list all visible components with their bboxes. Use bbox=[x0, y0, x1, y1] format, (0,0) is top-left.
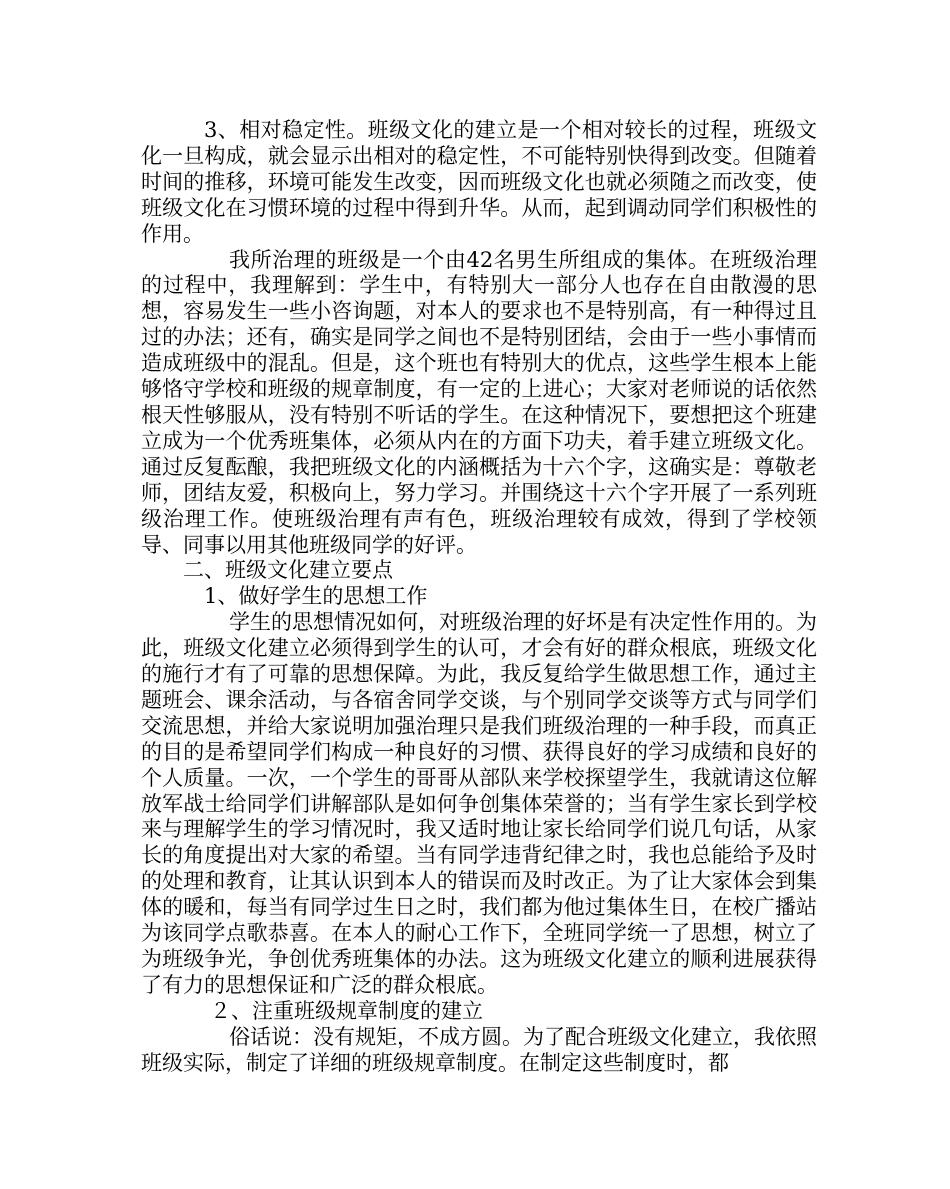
paragraph-class-rules: 俗话说：没有规矩，不成方圆。为了配合班级文化建立，我依照班级实际，制定了详细的班级规章制度。在制定这些制度时，都 bbox=[141, 1024, 817, 1075]
paragraph-class-introduction: 我所治理的班级是一个由42名男生所组成的集体。在班级治理的过程中，我理解到：学生中，有特别大一部分人也存在自由散漫的思想，容易发生一些小咨询题，对本人的要求也不是特别高，有一种得过且过的办法；还有，确实是同学之间也不是特别团结，会由于一些小事情而造成班级中的混乱。但是，这个班也有特别大的优点，这些学生根本上能够恪守学校和班级的规章制度，有一定的上进心；大家对老师说的话依然根天性够服从，没有特别不听话的学生。在这种情况下，要想把这个班建立成为一个优秀班集体，必须从内在的方面下功夫，着手建立班级文化。通过反复酝酿，我把班级文化的内涵概括为十六个字，这确实是：尊敬老师，团结友爱，积极向上，努力学习。并围绕这十六个字开展了一系列班级治理工作。使班级治理有声有色，班级治理较有成效，得到了学校领导、同事以用其他班级同学的好评。 bbox=[141, 247, 817, 557]
paragraph-ideological-work: 学生的思想情况如何，对班级治理的好坏是有决定性作用的。为此，班级文化建立必须得到学生的认可，才会有好的群众根底，班级文化的施行才有了可靠的思想保障。为此，我反复给学生做思想工作，通过主题班会、课余活动，与各宿舍同学交谈，与个别同学交谈等方式与同学们交流思想，并给大家说明加强治理只是我们班级治理的一种手段，而真正的目的是希望同学们构成一种良好的习惯、获得良好的学习成绩和良好的个人质量。一次，一个学生的哥哥从部队来学校探望学生，我就请这位解放军战士给同学们讲解部队是如何争创集体荣誉的；当有学生家长到学校来与理解学生的学习情况时，我又适时地让家长给同学们说几句话，从家长的角度提出对大家的希望。当有同学违背纪律之时，我也总能给予及时的处理和教育，让其认识到本人的错误而及时改正。为了让大家体会到集体的暖和，每当有同学过生日之时，我们都为他过集体生日，在校广播站为该同学点歌恭喜。在本人的耐心工作下，全班同学统一了思想，树立了为班级争光，争创优秀班集体的办法。这为班级文化建立的顺利进展获得了有力的思想保证和广泛的群众根底。 bbox=[141, 610, 817, 997]
subheading-ideological-work: 1、做好学生的思想工作 bbox=[204, 584, 428, 609]
subheading-class-rules: ２、注重班级规章制度的建立 bbox=[210, 998, 483, 1023]
paragraph-relative-stability: 3、相对稳定性。班级文化的建立是一个相对较长的过程，班级文化一旦构成，就会显示出相对的稳定性，不可能特别快得到改变。但随着时间的推移，环境可能发生改变，因而班级文化也就必须随之而改变，使班级文化在习惯环境的过程中得到升华。从而，起到调动同学们积极性的作用。 bbox=[141, 118, 817, 246]
document-page bbox=[141, 118, 817, 1077]
section-heading-key-points: 二、班级文化建立要点 bbox=[183, 558, 393, 583]
